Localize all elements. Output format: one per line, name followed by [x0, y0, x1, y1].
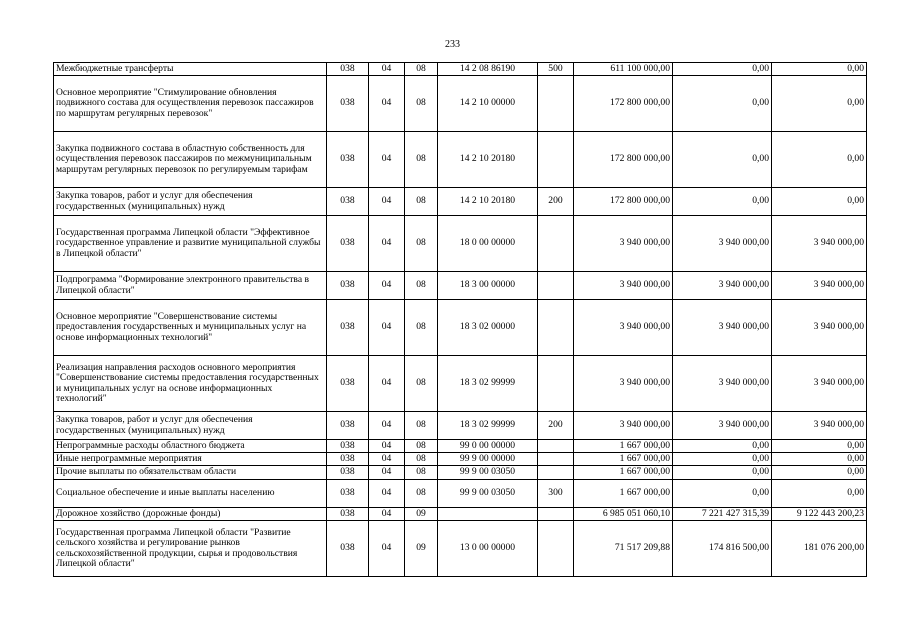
amount-year-3: 3 940 000,00	[772, 216, 867, 272]
subsection-code: 08	[405, 412, 438, 440]
expense-type: 200	[538, 412, 574, 440]
amount-year-2: 0,00	[673, 188, 772, 216]
amount-year-3: 0,00	[772, 63, 867, 76]
row-name: Государственная программа Липецкой области "Эффективное государственное управление и развитие муниципальной службы в Липецкой области"	[54, 216, 327, 272]
amount-year-3: 3 940 000,00	[772, 300, 867, 356]
table-row	[54, 63, 867, 76]
table-row	[54, 216, 867, 272]
ministry-code: 038	[327, 216, 369, 272]
subsection-code: 08	[405, 300, 438, 356]
ministry-code: 038	[327, 440, 369, 453]
table-row	[54, 76, 867, 132]
amount-year-2: 3 940 000,00	[673, 300, 772, 356]
amount-year-1: 3 940 000,00	[574, 356, 673, 412]
section-code: 04	[369, 300, 405, 356]
amount-year-1: 3 940 000,00	[574, 216, 673, 272]
target-article: 18 0 00 00000	[438, 216, 538, 272]
target-article: 14 2 10 20180	[438, 188, 538, 216]
row-name: Прочие выплаты по обязательствам области	[54, 466, 327, 480]
expense-type	[538, 272, 574, 300]
table-row	[54, 466, 867, 480]
page-number: 233	[445, 39, 460, 50]
row-name: Межбюджетные трансферты	[54, 63, 327, 76]
section-code: 04	[369, 412, 405, 440]
amount-year-2: 3 940 000,00	[673, 272, 772, 300]
target-article: 18 3 02 99999	[438, 412, 538, 440]
amount-year-1: 611 100 000,00	[574, 63, 673, 76]
table-row	[54, 272, 867, 300]
ministry-code: 038	[327, 188, 369, 216]
amount-year-1: 1 667 000,00	[574, 466, 673, 480]
target-article: 14 2 10 20180	[438, 132, 538, 188]
target-article: 18 3 02 00000	[438, 300, 538, 356]
expense-type: 200	[538, 188, 574, 216]
section-code: 04	[369, 63, 405, 76]
amount-year-2: 7 221 427 315,39	[673, 508, 772, 521]
amount-year-2: 3 940 000,00	[673, 412, 772, 440]
amount-year-2: 0,00	[673, 132, 772, 188]
expense-type	[538, 440, 574, 453]
amount-year-2: 0,00	[673, 466, 772, 480]
amount-year-3: 0,00	[772, 440, 867, 453]
expense-type	[538, 300, 574, 356]
section-code: 04	[369, 272, 405, 300]
subsection-code: 08	[405, 63, 438, 76]
amount-year-2: 0,00	[673, 76, 772, 132]
row-name: Закупка товаров, работ и услуг для обеспечения государственных (муниципальных) нужд	[54, 412, 327, 440]
section-code: 04	[369, 453, 405, 466]
table-row	[54, 132, 867, 188]
target-article: 99 9 00 03050	[438, 466, 538, 480]
table-row	[54, 440, 867, 453]
table-row	[54, 300, 867, 356]
row-name: Основное мероприятие "Стимулирование обновления подвижного состава для осуществления перевозок пассажиров по маршрутам регулярных перевозок"	[54, 76, 327, 132]
amount-year-3: 0,00	[772, 76, 867, 132]
amount-year-2: 0,00	[673, 440, 772, 453]
section-code: 04	[369, 356, 405, 412]
ministry-code: 038	[327, 466, 369, 480]
table-row	[54, 356, 867, 412]
table-row	[54, 188, 867, 216]
amount-year-3: 0,00	[772, 480, 867, 508]
subsection-code: 08	[405, 440, 438, 453]
subsection-code: 08	[405, 356, 438, 412]
table-row	[54, 521, 867, 577]
amount-year-1: 1 667 000,00	[574, 440, 673, 453]
amount-year-1: 3 940 000,00	[574, 412, 673, 440]
row-name: Основное мероприятие "Совершенствование системы предоставления государственных и муниципальных услуг на основе информационных технологий"	[54, 300, 327, 356]
amount-year-1: 172 800 000,00	[574, 132, 673, 188]
ministry-code: 038	[327, 453, 369, 466]
section-code: 04	[369, 466, 405, 480]
amount-year-1: 6 985 051 060,10	[574, 508, 673, 521]
table-row	[54, 508, 867, 521]
section-code: 04	[369, 440, 405, 453]
target-article: 13 0 00 00000	[438, 521, 538, 577]
subsection-code: 08	[405, 216, 438, 272]
expense-type	[538, 216, 574, 272]
section-code: 04	[369, 216, 405, 272]
section-code: 04	[369, 132, 405, 188]
amount-year-3: 3 940 000,00	[772, 272, 867, 300]
row-name: Государственная программа Липецкой области "Развитие сельского хозяйства и регулирование рынков сельскохозяйственной продукции, сырья и продовольствия Липецкой области"	[54, 521, 327, 577]
subsection-code: 08	[405, 453, 438, 466]
target-article: 18 3 00 00000	[438, 272, 538, 300]
table-row	[54, 480, 867, 508]
expense-type	[538, 132, 574, 188]
amount-year-2: 0,00	[673, 480, 772, 508]
amount-year-3: 0,00	[772, 188, 867, 216]
section-code: 04	[369, 480, 405, 508]
table-row	[54, 453, 867, 466]
expense-type: 500	[538, 63, 574, 76]
amount-year-1: 3 940 000,00	[574, 272, 673, 300]
subsection-code: 09	[405, 521, 438, 577]
amount-year-1: 172 800 000,00	[574, 76, 673, 132]
ministry-code: 038	[327, 132, 369, 188]
row-name: Реализация направления расходов основного мероприятия "Совершенствование системы предоставления государственных и муниципальных услуг на основе информационных технологий"	[54, 356, 327, 412]
section-code: 04	[369, 76, 405, 132]
amount-year-2: 0,00	[673, 453, 772, 466]
ministry-code: 038	[327, 272, 369, 300]
target-article: 14 2 10 00000	[438, 76, 538, 132]
ministry-code: 038	[327, 508, 369, 521]
row-name: Дорожное хозяйство (дорожные фонды)	[54, 508, 327, 521]
target-article: 14 2 08 86190	[438, 63, 538, 76]
budget-table	[53, 62, 867, 577]
ministry-code: 038	[327, 356, 369, 412]
expense-type	[538, 508, 574, 521]
amount-year-1: 1 667 000,00	[574, 480, 673, 508]
row-name: Иные непрограммные мероприятия	[54, 453, 327, 466]
ministry-code: 038	[327, 521, 369, 577]
amount-year-2: 3 940 000,00	[673, 216, 772, 272]
section-code: 04	[369, 188, 405, 216]
target-article	[438, 508, 538, 521]
table-row	[54, 412, 867, 440]
subsection-code: 08	[405, 466, 438, 480]
target-article: 99 0 00 00000	[438, 440, 538, 453]
section-code: 04	[369, 508, 405, 521]
amount-year-2: 0,00	[673, 63, 772, 76]
ministry-code: 038	[327, 300, 369, 356]
expense-type	[538, 466, 574, 480]
row-name: Закупка подвижного состава в областную собственность для осуществления перевозок пассажиров по межмуниципальным маршрутам регулярных перевозок по регулируемым тарифам	[54, 132, 327, 188]
amount-year-3: 181 076 200,00	[772, 521, 867, 577]
expense-type	[538, 521, 574, 577]
target-article: 99 9 00 03050	[438, 480, 538, 508]
amount-year-1: 1 667 000,00	[574, 453, 673, 466]
ministry-code: 038	[327, 412, 369, 440]
expense-type	[538, 76, 574, 132]
ministry-code: 038	[327, 76, 369, 132]
amount-year-1: 172 800 000,00	[574, 188, 673, 216]
row-name: Социальное обеспечение и иные выплаты населению	[54, 480, 327, 508]
amount-year-1: 3 940 000,00	[574, 300, 673, 356]
ministry-code: 038	[327, 63, 369, 76]
row-name: Закупка товаров, работ и услуг для обеспечения государственных (муниципальных) нужд	[54, 188, 327, 216]
subsection-code: 08	[405, 76, 438, 132]
subsection-code: 08	[405, 480, 438, 508]
subsection-code: 08	[405, 272, 438, 300]
target-article: 99 9 00 00000	[438, 453, 538, 466]
amount-year-3: 3 940 000,00	[772, 412, 867, 440]
amount-year-3: 0,00	[772, 132, 867, 188]
amount-year-3: 0,00	[772, 466, 867, 480]
amount-year-3: 3 940 000,00	[772, 356, 867, 412]
target-article: 18 3 02 99999	[438, 356, 538, 412]
budget-table-body	[54, 63, 867, 577]
section-code: 04	[369, 521, 405, 577]
expense-type: 300	[538, 480, 574, 508]
amount-year-1: 71 517 209,88	[574, 521, 673, 577]
expense-type	[538, 453, 574, 466]
amount-year-3: 9 122 443 200,23	[772, 508, 867, 521]
amount-year-2: 174 816 500,00	[673, 521, 772, 577]
row-name: Непрограммные расходы областного бюджета	[54, 440, 327, 453]
ministry-code: 038	[327, 480, 369, 508]
expense-type	[538, 356, 574, 412]
subsection-code: 08	[405, 188, 438, 216]
subsection-code: 09	[405, 508, 438, 521]
amount-year-3: 0,00	[772, 453, 867, 466]
amount-year-2: 3 940 000,00	[673, 356, 772, 412]
subsection-code: 08	[405, 132, 438, 188]
row-name: Подпрограмма "Формирование электронного правительства в Липецкой области"	[54, 272, 327, 300]
